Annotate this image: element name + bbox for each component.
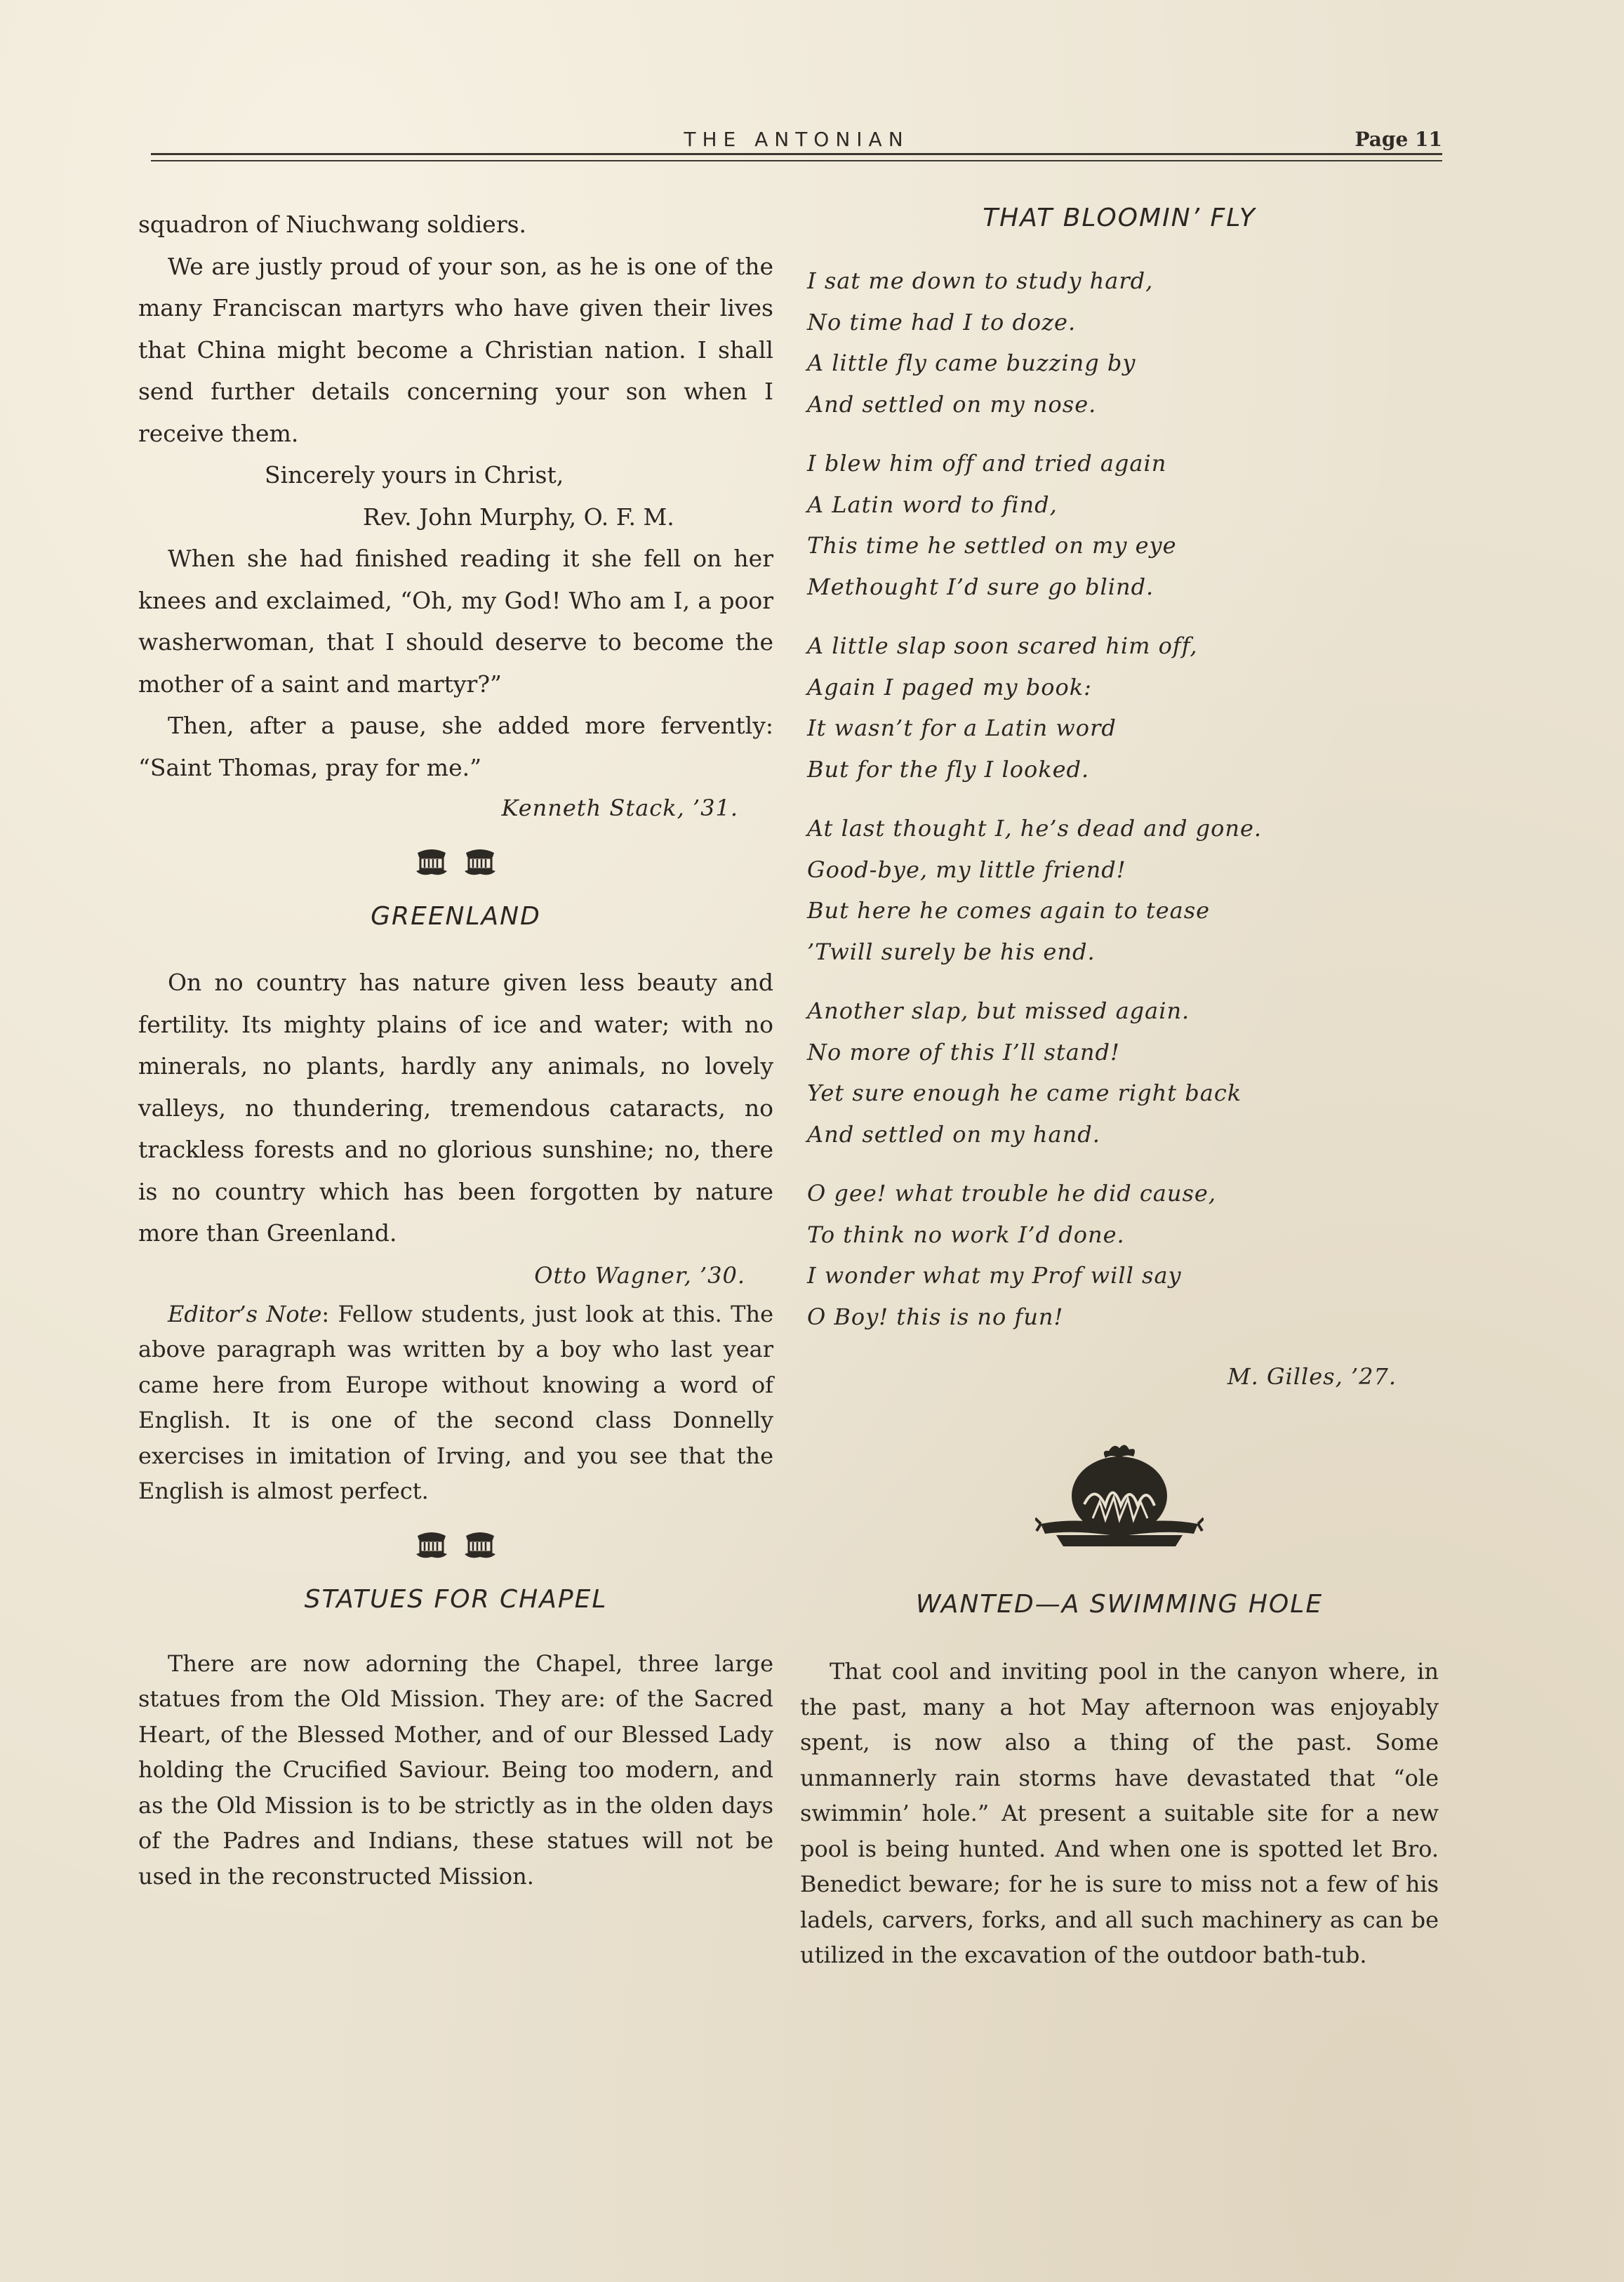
poem-stanza: [800, 990, 1439, 1155]
ornament-icon: [413, 1529, 450, 1561]
letter-closing: Sincerely yours in Christ,: [265, 461, 564, 489]
poem-line: A little fly came buzzing by: [807, 350, 1136, 376]
poem-line: At last thought I, he’s dead and gone.: [807, 815, 1263, 842]
poem-line: ’Twill surely be his end.: [807, 938, 1096, 965]
ornament-icon: [462, 1529, 498, 1561]
article-body: That cool and inviting pool in the canyon where, in the past, many a hot May afternoon was enjoyably spent, is now also a thing of the past. Some unmannerly rain storms have devastated that “ole swimmin’ hole.” At present a suitable site for a new pool is being hunted. And when one is spotted let Bro. Benedict beware; for he is sure to miss not a few of his ladels, carvers, forks, and all such machinery as can be utilized in the excavation of the outdoor bath-tub.: [800, 1658, 1439, 1968]
article-body: On no country has nature given less beauty and fertility. Its mighty plains of ice and water; with no minerals, no plants, hardly any animals, no lovely valleys, no thundering, tremendous cataracts, no trackless forests and no glorious sunshine; no, there is no country which has been forgotten by nature more than Greenland.: [138, 969, 773, 1247]
poem-line: And settled on my nose.: [807, 390, 1097, 418]
header-rule: [151, 153, 1442, 161]
poem-line: Good-bye, my little friend!: [807, 856, 1126, 883]
poem-line: Yet sure enough he came right back: [807, 1080, 1242, 1106]
poem-stanza: [800, 808, 1439, 972]
byline: Otto Wagner, ’30.: [534, 1261, 745, 1289]
article-title: STATUES FOR CHAPEL: [304, 1584, 608, 1614]
editor-note: [138, 1296, 773, 1509]
ornament-icon: [462, 846, 498, 878]
letter-paragraph: squadron of Niuchwang soldiers.: [138, 211, 527, 238]
poem-line: This time he settled on my eye: [807, 532, 1177, 559]
poem-stanza: [800, 260, 1439, 425]
poem-line: To think no work I’d done.: [807, 1221, 1125, 1248]
pudding-vignette-icon: [1035, 1441, 1204, 1553]
poem-line: I sat me down to study hard,: [807, 267, 1154, 294]
poem-line: O Boy! this is no fun!: [807, 1303, 1064, 1330]
letter-paragraph: We are justly proud of your son, as he is one of the many Franciscan martyrs who have given their lives that China might become a Christian nation. I shall send further details concerning your son when I receive them.: [138, 252, 773, 447]
poem-line: A Latin word to find,: [807, 491, 1058, 518]
poem-line: Again I paged my book:: [807, 673, 1092, 701]
article-title: GREENLAND: [371, 902, 541, 931]
left-column: [138, 204, 773, 1894]
editor-note-text: : Fellow students, just look at this. The above paragraph was written by a boy who last year came here from Europe without knowing a word of English. It is one of the second class Donnelly exercises in imitation of Irving, and you see that the English is almost perfect.: [138, 1300, 774, 1504]
poem-line: I blew him off and tried again: [807, 450, 1167, 477]
poem-line: A little slap soon scared him off,: [807, 632, 1198, 659]
byline: M. Gilles, ’27.: [1227, 1363, 1397, 1390]
poem-title: THAT BLOOMIN’ FLY: [983, 204, 1256, 232]
poem-stanza: [800, 443, 1439, 607]
page-header: [151, 128, 1442, 156]
poem-line: But for the fly I looked.: [807, 755, 1090, 783]
poem-line: And settled on my hand.: [807, 1120, 1100, 1148]
story-paragraph: When she had finished reading it she fell on her knees and exclaimed, “Oh, my God! Who am I, a poor washerwoman, that I should deserve to become the mother of a saint and martyr?”: [138, 545, 773, 698]
poem-line: It wasn’t for a Latin word: [807, 715, 1117, 741]
ornament-icon: [413, 846, 450, 878]
poem-line: O gee! what trouble he did cause,: [807, 1180, 1216, 1207]
section-divider: [138, 846, 773, 888]
right-column: [800, 204, 1439, 1973]
letter-signature: Rev. John Murphy, O. F. M.: [363, 503, 674, 531]
masthead: THE ANTONIAN: [684, 128, 910, 151]
poem-line: But here he comes again to tease: [807, 897, 1211, 924]
article-title: WANTED—A SWIMMING HOLE: [915, 1590, 1324, 1619]
poem-line: Another slap, but missed again.: [807, 997, 1190, 1024]
poem: [800, 260, 1439, 1337]
byline: Kenneth Stack, ’31.: [501, 795, 738, 821]
section-divider: [138, 1529, 773, 1571]
poem-stanza: [800, 1173, 1439, 1337]
editor-note-label: Editor’s Note: [168, 1300, 322, 1327]
poem-line: Methought I’d sure go blind.: [807, 573, 1154, 600]
story-paragraph: Then, after a pause, she added more fervently: “Saint Thomas, pray for me.”: [138, 712, 773, 781]
poem-line: No more of this I’ll stand!: [807, 1038, 1120, 1066]
poem-line: I wonder what my Prof will say: [807, 1262, 1182, 1289]
poem-line: No time had I to doze.: [807, 308, 1077, 336]
page-number: Page 11: [1355, 128, 1442, 151]
poem-stanza: [800, 625, 1439, 790]
article-body: There are now adorning the Chapel, three large statues from the Old Mission. They are: of the Sacred Heart, of the Blessed Mother, and of our Blessed Lady holding the Crucified Saviour. Being too modern, and as the Old Mission is to be strictly as in the olden days of the Padres and Indians, these statues will not be used in the reconstructed Mission.: [138, 1650, 773, 1890]
